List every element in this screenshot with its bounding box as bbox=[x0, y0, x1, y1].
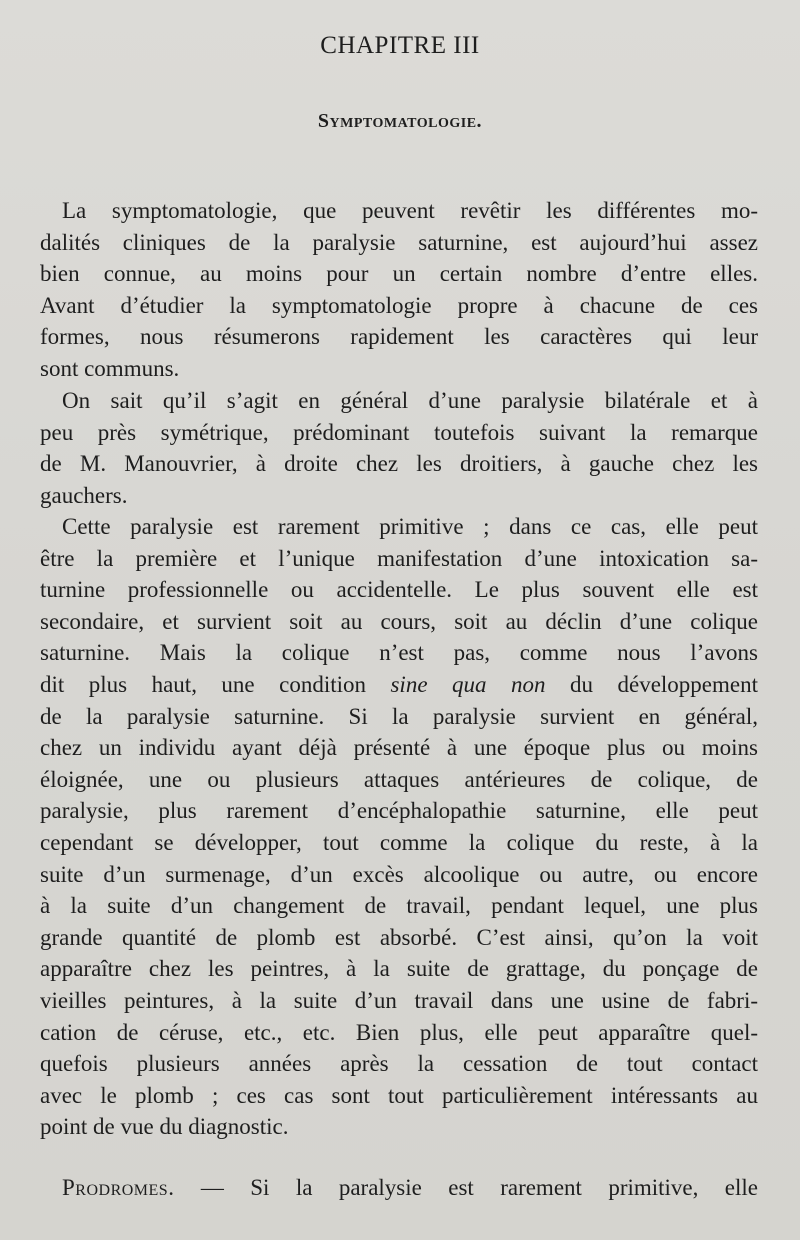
text-run: du développement bbox=[570, 671, 758, 697]
section-title: Symptomatologie. bbox=[317, 110, 483, 132]
text-line: point de vue du diagnostic. bbox=[40, 1114, 289, 1140]
text-line: La symptomatologie, que peuvent revêtir les différentes mo- bbox=[62, 198, 758, 223]
section-label: Prodromes. bbox=[62, 1175, 175, 1200]
text-line: bien connue, au moins pour un certain nombre d’entre elles. bbox=[40, 261, 758, 287]
paragraph-3 bbox=[40, 511, 758, 1143]
text-run: dit plus haut, une condition bbox=[40, 671, 366, 697]
text-line: gauchers. bbox=[40, 482, 128, 508]
paragraph-1 bbox=[40, 195, 758, 385]
text-run: — Si la paralysie est rarement primitive, elle bbox=[174, 1175, 758, 1200]
text-line: apparaître chez les peintres, à la suite de grattage, du ponçage de bbox=[40, 956, 758, 982]
text-line-with-italic bbox=[40, 669, 758, 701]
text-line: formes, nous résumerons rapidement les caractères qui leur bbox=[40, 324, 758, 350]
text-line: turnine professionnelle ou accidentelle. Le plus souvent elle est bbox=[40, 577, 758, 603]
text-line: cation de céruse, etc., etc. Bien plus, elle peut apparaître quel- bbox=[40, 1019, 758, 1045]
paragraph-4 bbox=[40, 1172, 758, 1204]
text-line: chez un individu ayant déjà présenté à une époque plus ou moins bbox=[40, 735, 758, 761]
text-line: vieilles peintures, à la suite d’un travail dans une usine de fabri- bbox=[40, 987, 758, 1013]
text-line: dalités cliniques de la paralysie saturnine, est aujourd’hui assez bbox=[40, 229, 758, 255]
text-line: éloignée, une ou plusieurs attaques antérieures de colique, de bbox=[40, 766, 758, 792]
text-line: être la première et l’unique manifestation d’une intoxication sa- bbox=[40, 545, 758, 571]
text-line: sont communs. bbox=[40, 355, 180, 381]
text-line: grande quantité de plomb est absorbé. C’est ainsi, qu’on la voit bbox=[40, 924, 758, 950]
text-line: Cette paralysie est rarement primitive ; dans ce cas, elle peut bbox=[62, 514, 758, 539]
paragraph-2 bbox=[40, 385, 758, 511]
text-line: Avant d’étudier la symptomatologie propre à chacune de ces bbox=[40, 292, 758, 318]
text-line: de la paralysie saturnine. Si la paralysie survient en général, bbox=[40, 703, 758, 729]
text-line: quefois plusieurs années après la cessation de tout contact bbox=[40, 1051, 758, 1077]
show-through-text bbox=[36, 2, 776, 34]
text-line: secondaire, et survient soit au cours, soit au déclin d’une colique bbox=[40, 608, 758, 634]
chapter-title: CHAPITRE III bbox=[320, 32, 480, 59]
text-line: paralysie, plus rarement d’encéphalopathie saturnine, elle peut bbox=[40, 798, 758, 824]
text-line: cependant se développer, tout comme la colique du reste, à la bbox=[40, 829, 758, 855]
text-line: de M. Manouvrier, à droite chez les droitiers, à gauche chez les bbox=[40, 451, 758, 477]
text-line: On sait qu’il s’agit en général d’une paralysie bilatérale et à bbox=[62, 388, 758, 413]
text-line: avec le plomb ; ces cas sont tout particulièrement intéressants au bbox=[40, 1082, 758, 1108]
text-line: peu près symétrique, prédominant toutefois suivant la remarque bbox=[40, 419, 758, 445]
text-line: saturnine. Mais la colique n’est pas, comme nous l’avons bbox=[40, 640, 758, 666]
text-line: à la suite d’un changement de travail, pendant lequel, une plus bbox=[40, 893, 758, 919]
text-line: suite d’un surmenage, d’un excès alcoolique ou autre, ou encore bbox=[40, 861, 758, 887]
italic-phrase: sine qua non bbox=[390, 671, 546, 697]
text-line bbox=[40, 1172, 758, 1204]
